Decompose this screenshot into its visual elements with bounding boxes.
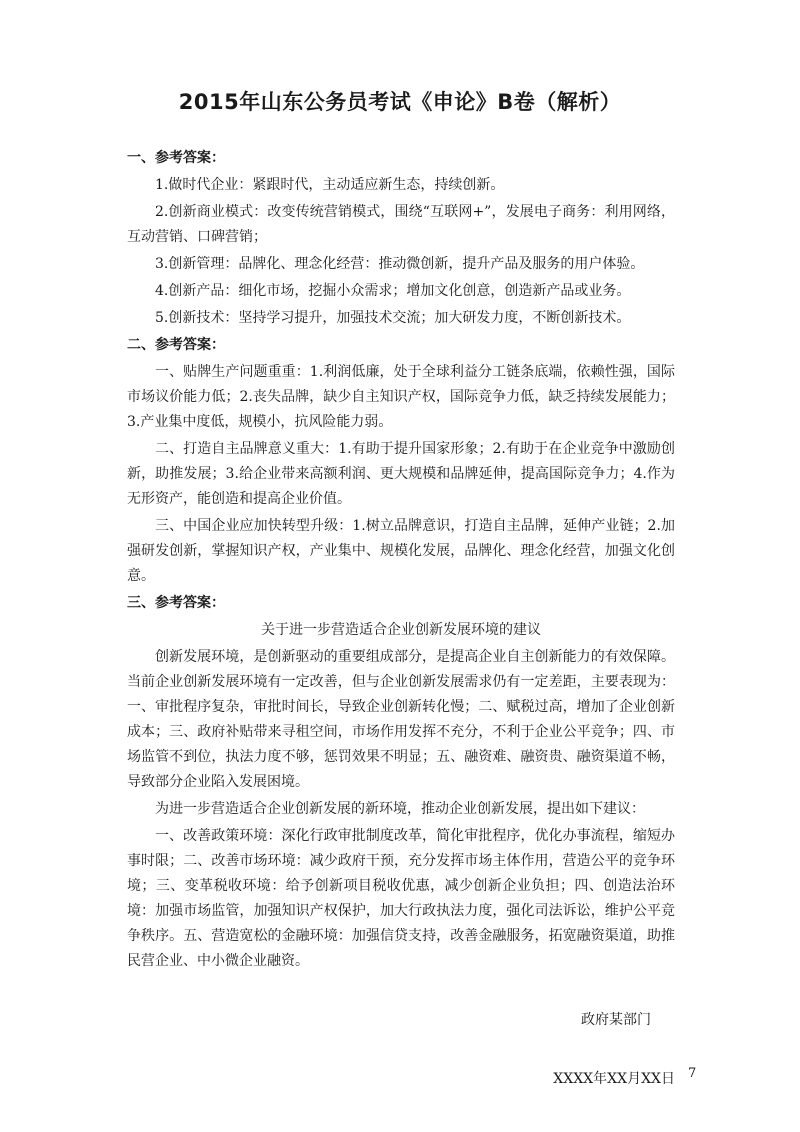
section2-paragraph-1: 一、贴牌生产问题重重：1.利润低廉，处于全球利益分工链条底端，依赖性强，国际市场议价能力低；2.丧失品牌，缺少自主知识产权，国际竞争力低，缺乏持续发展能力；3.产业集中度低，规模小，抗风险能力弱。 [127, 364, 675, 430]
section1-item-4: 4.创新产品：细化市场，挖掘小众需求；增加文化创意，创造新产品或业务。 [155, 283, 631, 299]
section3-paragraph-3: 一、改善政策环境：深化行政审批制度改革，简化审批程序，优化办事流程，缩短办事时限；二、改善市场环境：减少政府干预，充分发挥市场主体作用，营造公平的竞争环境；三、变革税收环境：给予创新项目税收优惠，减少创新企业负担；四、创造法治环境：加强市场监管，加强知识产权保护，加大行政执法力度，强化司法诉讼，维护公平竞争秩序。五、营造宽松的金融环境：加强信贷支持，改善金融服务，拓宽融资渠道，助推民营企业、中小微企业融资。 [127, 828, 675, 969]
section1-item-2: 2.创新商业模式：改变传统营销模式，围绕“互联网+”，发展电子商务：利用网络，互动营销、口碑营销； [127, 204, 675, 245]
letter-title: 关于进一步营造适合企业创新发展环境的建议 [261, 622, 541, 638]
section1-item-1: 1.做时代企业：紧跟时代，主动适应新生态，持续创新。 [155, 177, 505, 193]
section1-heading: 一、参考答案： [127, 150, 225, 166]
section2-paragraph-3: 三、中国企业应加快转型升级：1.树立品牌意识，打造自主品牌，延伸产业链；2.加强研发创新，掌握知识产权，产业集中、规模化发展，品牌化、理念化经营，加强文化创意。 [127, 518, 675, 584]
section1-item-5: 5.创新技术：坚持学习提升，加强技术交流；加大研发力度，不断创新技术。 [155, 310, 631, 326]
section3-paragraph-2: 为进一步营造适合企业创新发展的新环境，推动企业创新发展，提出如下建议： [155, 801, 645, 817]
section2-heading: 二、参考答案： [127, 337, 225, 353]
signature-org: 政府某部门 [581, 1012, 651, 1028]
section3-heading: 三、参考答案： [127, 595, 225, 611]
section3-paragraph-1: 创新发展环境，是创新驱动的重要组成部分，是提高企业自主创新能力的有效保障。当前企业创新发展环境有一定改善，但与企业创新发展需求仍有一定差距，主要表现为：一、审批程序复杂，审批时间长，导致企业创新转化慢；二、赋税过高，增加了企业创新成本；三、政府补贴带来寻租空间，市场作用发挥不充分，不利于企业公平竞争；四、市场监管不到位，执法力度不够，惩罚效果不明显；五、融资难、融资贵、融资渠道不畅，导致部分企业陷入发展困境。 [127, 649, 675, 790]
page-number: 7 [688, 1066, 697, 1081]
document-body [127, 146, 675, 1092]
section1-item-3: 3.创新管理：品牌化、理念化经营：推动微创新，提升产品及服务的用户体验。 [155, 256, 645, 272]
page-title: 2015年山东公务员考试《申论》B卷（解析） [178, 90, 622, 114]
signature-date: XXXX年XX月XX日 [553, 1071, 675, 1087]
section2-paragraph-2: 二、打造自主品牌意义重大：1.有助于提升国家形象；2.有助于在企业竞争中激励创新，助推发展；3.给企业带来高额利润、更大规模和品牌延伸，提高国际竞争力；4.作为无形资产，能创造和提高企业价值。 [127, 441, 675, 507]
